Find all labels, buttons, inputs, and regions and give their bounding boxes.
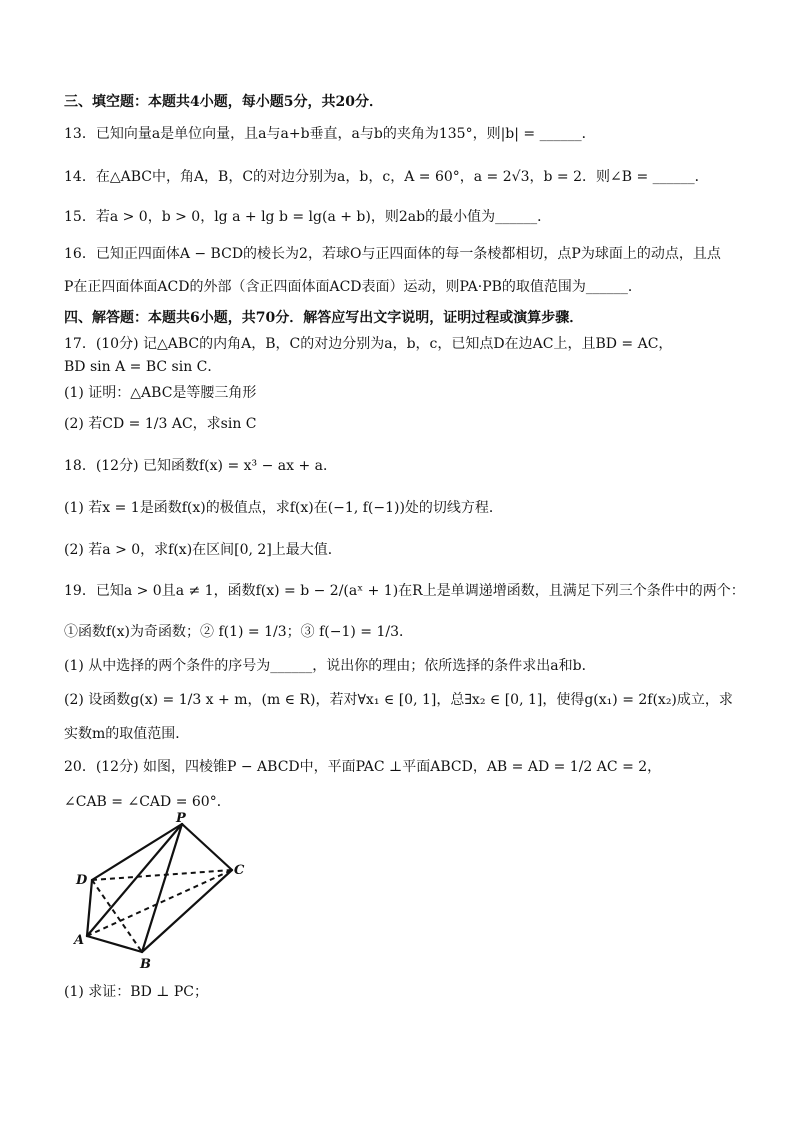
question-18-part2: (2) 若a > 0，求f(x)在区间[0, 2]上最大值． [64,542,342,558]
section3-header: 三、填空题：本题共4小题，每小题5分，共20分． [64,94,383,110]
pyramid-figure [72,812,272,972]
question-19-line1: 19．已知a > 0且a ≠ 1，函数f(x) = b − 2/(aˣ + 1)在R上是单调递增函数，且满足下列三个条件中的两个： [64,583,745,599]
label-D: D [76,873,88,888]
question-17-part2: (2) 若CD = 1/3 AC，求sin C [64,416,257,432]
section4-header: 四、解答题：本题共6小题，共70分．解答应写出文字说明，证明过程或演算步骤． [64,310,584,326]
question-20-part1: (1) 求证：BD ⊥ PC； [64,984,208,1000]
label-C: C [234,863,245,878]
question-17-line2: BD sin A = BC sin C． [64,359,222,375]
question-15: 15．若a > 0，b > 0，lg a + lg b = lg(a + b)，则2ab的最小值为______． [64,209,552,225]
question-16-line1: 16．已知正四面体A − BCD的棱长为2，若球O与正四面体的每一条棱都相切，点P为球面上的动点，且点 [64,246,721,262]
label-B: B [140,957,151,972]
question-19-part1: (1) 从中选择的两个条件的序号为______，说出你的理由；依所选择的条件求出a和b． [64,658,596,674]
question-20-line2: ∠CAB = ∠CAD = 60°． [64,794,231,810]
question-19-line2: ①函数f(x)为奇函数；② f(1) = 1/3；③ f(−1) = 1/3． [64,624,413,640]
edge-AB [87,936,142,952]
edge-DA [87,880,92,936]
question-18-part1: (1) 若x = 1是函数f(x)的极值点，求f(x)在(−1, f(−1))处的切线方程． [64,500,503,516]
question-17-line1: 17．(10分) 记△ABC的内角A，B，C的对边分别为a，b，c，已知点D在边AC上，且BD = AC， [64,336,673,352]
question-16-line2: P在正四面体面ACD的外部（含正四面体面ACD表面）运动，则PA·PB的取值范围为______． [64,279,642,295]
question-13: 13．已知向量a是单位向量，且a与a+b垂直，a与b的夹角为135°，则|b| = ______． [64,126,596,142]
label-P: P [176,812,186,826]
label-A: A [74,933,85,948]
question-20-line1: 20．(12分) 如图，四棱锥P − ABCD中，平面PAC ⊥平面ABCD，AB = AD = 1/2 AC = 2， [64,759,662,775]
question-14: 14．在△ABC中，角A，B，C的对边分别为a，b，c，A = 60°，a = 2√3，b = 2．则∠B = ______． [64,169,709,185]
edge-PD [92,824,182,880]
edge-PC [182,824,232,870]
question-19-part2-line2: 实数m的取值范围． [64,726,190,742]
question-17-part1: (1) 证明：△ABC是等腰三角形 [64,385,257,401]
edge-DB-hidden [92,880,142,952]
question-19-part2-line1: (2) 设函数g(x) = 1/3 x + m，(m ∈ R)，若对∀x₁ ∈ [0, 1]，总∃x₂ ∈ [0, 1]，使得g(x₁) = 2f(x₂)成立，求 [64,692,733,708]
question-18: 18．(12分) 已知函数f(x) = x³ − ax + a． [64,458,337,474]
